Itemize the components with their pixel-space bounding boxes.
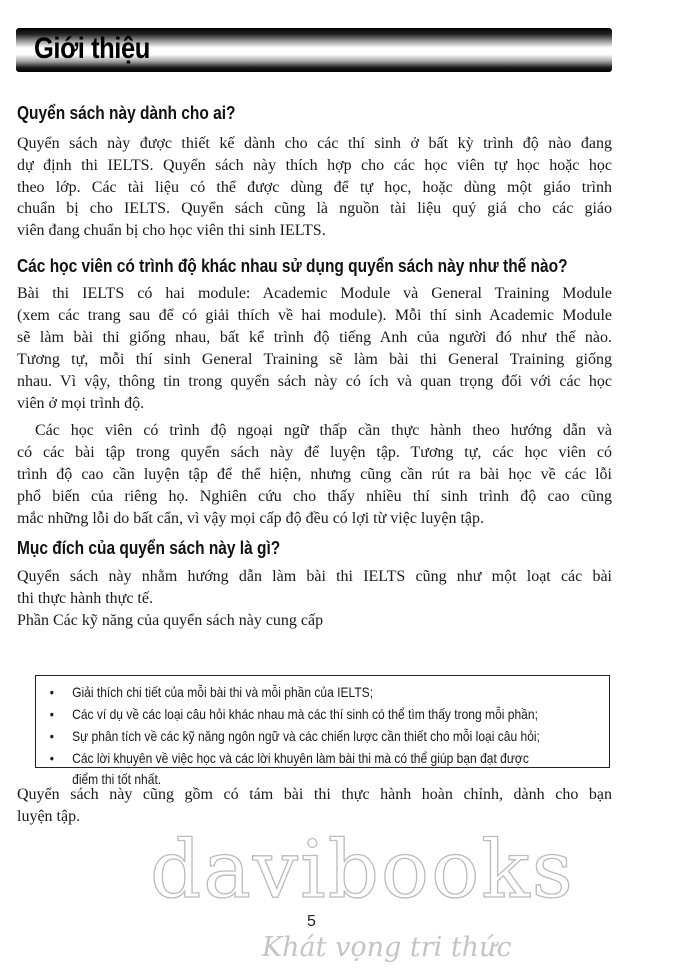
bullet-text: Giải thích chi tiết của mỗi bài thi và mỗi phần của IELTS;: [72, 684, 374, 700]
text-line: theo lớp. Các tài liệu có thể được dùng để tự học, hoặc dùng một giáo trình: [17, 178, 612, 196]
text-line: Quyển sách này nhằm hướng dẫn làm bài thi IELTS cũng như một loạt các bài: [17, 568, 612, 585]
bullet-text: điểm thi tốt nhất.: [72, 771, 162, 787]
chapter-title: Giới thiệu: [34, 32, 150, 65]
text-line: luyện tập.: [17, 808, 81, 825]
section-heading: Các học viên có trình độ khác nhau sử dụng quyển sách này như thế nào?: [17, 256, 568, 276]
chapter-title-bar: [16, 28, 612, 72]
text-line: Quyển sách này cũng gồm có tám bài thi thực hành hoàn chỉnh, dành cho bạn: [17, 786, 612, 803]
text-line: mắc những lỗi do bất cẩn, vì vậy mọi cấp độ đều có lợi từ việc luyện tập.: [17, 510, 485, 527]
bullet-text: Các ví dụ về các loại câu hỏi khác nhau mà các thí sinh có thể tìm thấy trong mỗi phần;: [72, 706, 538, 722]
text-line: dự định thi IELTS. Quyển sách này thích hợp cho các học viên tự học hoặc học: [17, 156, 612, 174]
paragraph: [17, 133, 612, 242]
text-line: thi thực hành thực tế.: [17, 590, 153, 607]
watermark-slogan: Khát vọng tri thức: [262, 932, 512, 963]
bullet-icon: •: [49, 728, 54, 744]
bullet-text: Các lời khuyên về việc học và các lời khuyên làm bài thi mà có thể giúp bạn đạt được: [72, 750, 529, 766]
paragraph: [17, 566, 612, 632]
watermark-brand: davibooks: [150, 823, 575, 916]
text-line: viên ở mọi trình độ.: [17, 395, 145, 412]
bullet-text: Sự phân tích về các kỹ năng ngôn ngữ và các chiến lược cần thiết cho mỗi loại câu hỏi;: [72, 728, 540, 744]
bullet-icon: •: [49, 684, 54, 700]
text-line: chuẩn bị cho IELTS. Quyển sách cũng là nguồn tài liệu quý giá cho các giáo: [17, 200, 612, 218]
paragraph: [17, 283, 612, 415]
page-number: 5: [307, 913, 316, 930]
text-line: viên đang chuẩn bị cho học viên thi sinh IELTS.: [17, 222, 326, 240]
bullet-item: [36, 704, 538, 724]
text-line: phổ biến của riêng họ. Nghiên cứu cho thấy nhiều thí sinh trình độ cao cũng: [17, 488, 612, 505]
text-line: nhau. Vì vậy, thông tin trong quyển sách này có ích và quan trọng đối với các học: [17, 373, 612, 390]
bullet-icon: •: [49, 750, 54, 766]
text-line: sẽ làm bài thi giống nhau, bất kể trình độ tiếng Anh của người đó như thế nào.: [17, 329, 612, 346]
section-heading: Quyển sách này dành cho ai?: [17, 103, 236, 123]
skills-box: [35, 675, 610, 787]
text-line: Các học viên có trình độ ngoại ngữ thấp cần thực hành theo hướng dẫn và: [35, 422, 612, 439]
text-line: (xem các trang sau để có giải thích về hai module). Mỗi thí sinh Academic Module: [17, 307, 612, 324]
text-line: Quyển sách này được thiết kế dành cho các thí sinh ở bất kỳ trình độ nào đang: [17, 135, 612, 152]
text-line: Phần Các kỹ năng của quyển sách này cung cấp: [17, 612, 324, 629]
paragraph: [17, 420, 612, 530]
bullet-icon: •: [49, 706, 54, 722]
text-line: Bài thi IELTS có hai module: Academic Module và General Training Module: [17, 285, 612, 302]
bullet-item: [36, 726, 540, 746]
section-heading: Mục đích của quyển sách này là gì?: [17, 538, 281, 558]
bullet-item: [36, 682, 526, 702]
text-line: trình độ cao cần luyện tập để thể hiện, nhưng cũng cần rút ra bài học về các lỗi: [17, 466, 612, 483]
text-line: Tương tự, mỗi thí sinh General Training sẽ làm bài thi General Training giống: [17, 351, 612, 368]
paragraph: [17, 784, 612, 828]
text-line: có các bài tập trong quyển sách này để luyện tập. Tương tự, các học viên có: [17, 444, 612, 461]
bullet-item: [36, 748, 529, 768]
